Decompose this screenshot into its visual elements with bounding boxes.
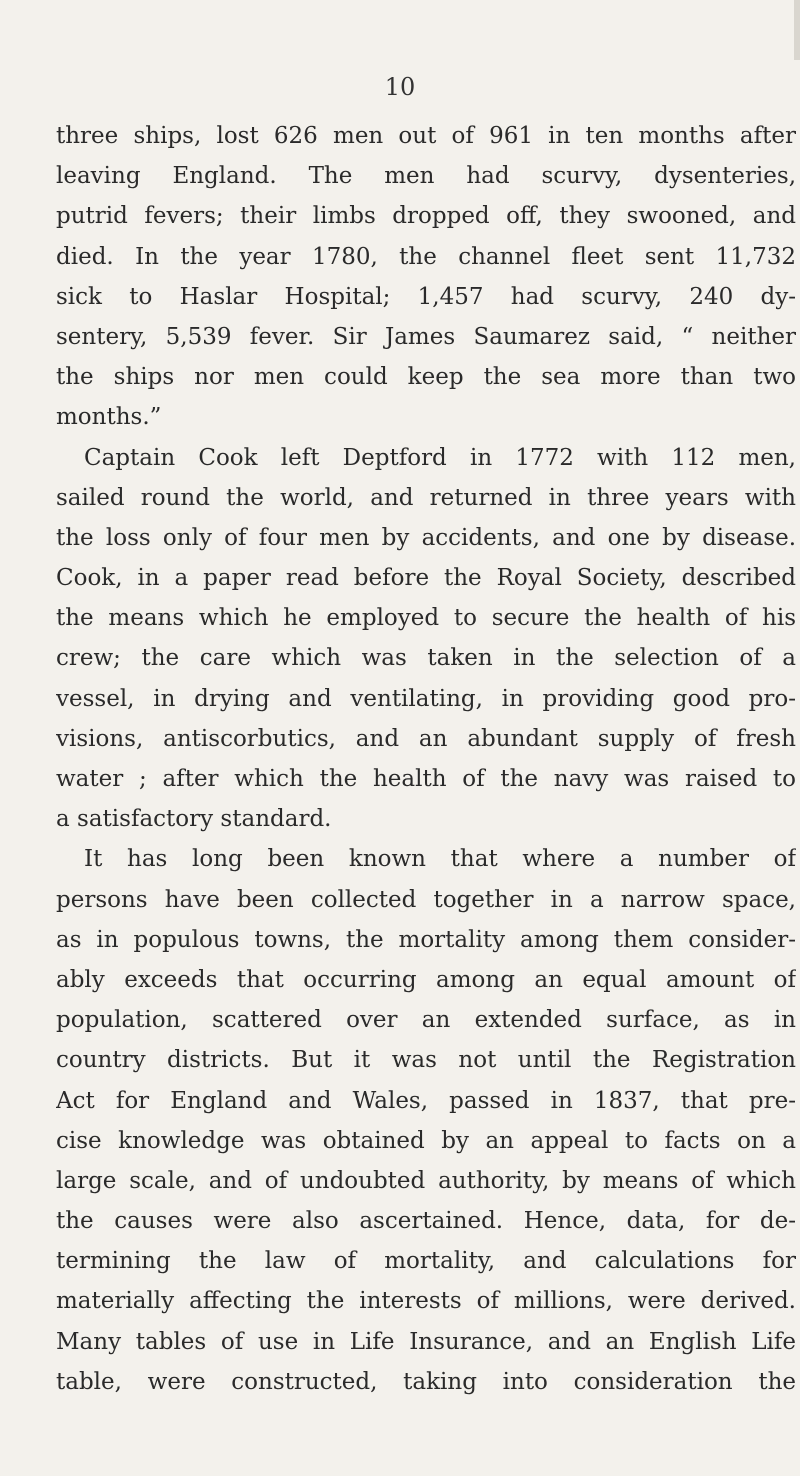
text-line: Act for England and Wales, passed in 1837, that pre- [56, 1087, 796, 1114]
text-line: sentery, 5,539 fever. Sir James Saumarez said, “ neither [56, 323, 796, 350]
text-line: crew; the care which was taken in the selection of a [56, 645, 796, 672]
text-line: the ships nor men could keep the sea more than two [56, 364, 796, 391]
page-edge-shadow [794, 0, 800, 60]
text-line: large scale, and of undoubted authority, by means of which [56, 1167, 796, 1194]
text-line: sailed round the world, and returned in three years with [56, 484, 796, 511]
text-line: Cook, in a paper read before the Royal Society, described [56, 565, 796, 592]
text-line: table, were constructed, taking into consideration the [56, 1368, 796, 1395]
text-line: vessel, in drying and ventilating, in providing good pro- [56, 685, 796, 712]
text-line: months.” [56, 404, 162, 431]
text-line: leaving England. The men had scurvy, dysenteries, [56, 163, 796, 190]
text-line: cise knowledge was obtained by an appeal to facts on a [56, 1127, 796, 1154]
text-line: termining the law of mortality, and calculations for [56, 1248, 796, 1275]
text-line: died. In the year 1780, the channel fleet sent 11,732 [56, 243, 796, 270]
text-line: water ; after which the health of the navy was raised to [56, 766, 796, 792]
body-text [56, 116, 796, 1402]
text-line: Captain Cook left Deptford in 1772 with 112 men, [84, 444, 796, 471]
text-line: country districts. But it was not until the Registration [56, 1047, 796, 1074]
text-line: the means which he employed to secure the health of his [56, 605, 796, 632]
text-line: It has long been known that where a number of [84, 846, 796, 873]
text-line: ably exceeds that occurring among an equal amount of [56, 966, 796, 993]
text-line: population, scattered over an extended surface, as in [56, 1007, 796, 1034]
page-number: 10 [384, 73, 416, 101]
text-line: three ships, lost 626 men out of 961 in ten months after [56, 123, 796, 149]
text-line: the causes were also ascertained. Hence, data, for de- [56, 1208, 796, 1235]
text-line: a satisfactory standard. [56, 806, 332, 833]
text-line: putrid fevers; their limbs dropped off, they swooned, and [56, 203, 796, 230]
text-line: Many tables of use in Life Insurance, and an English Life [56, 1328, 796, 1355]
text-line: the loss only of four men by accidents, and one by disease. [56, 524, 796, 551]
text-line: sick to Haslar Hospital; 1,457 had scurvy, 240 dy- [56, 283, 796, 310]
text-line: materially affecting the interests of millions, were derived. [56, 1288, 796, 1315]
text-line: visions, antiscorbutics, and an abundant supply of fresh [56, 725, 796, 752]
text-line: persons have been collected together in a narrow space, [56, 886, 796, 913]
text-line: as in populous towns, the mortality among them consider- [56, 926, 796, 953]
